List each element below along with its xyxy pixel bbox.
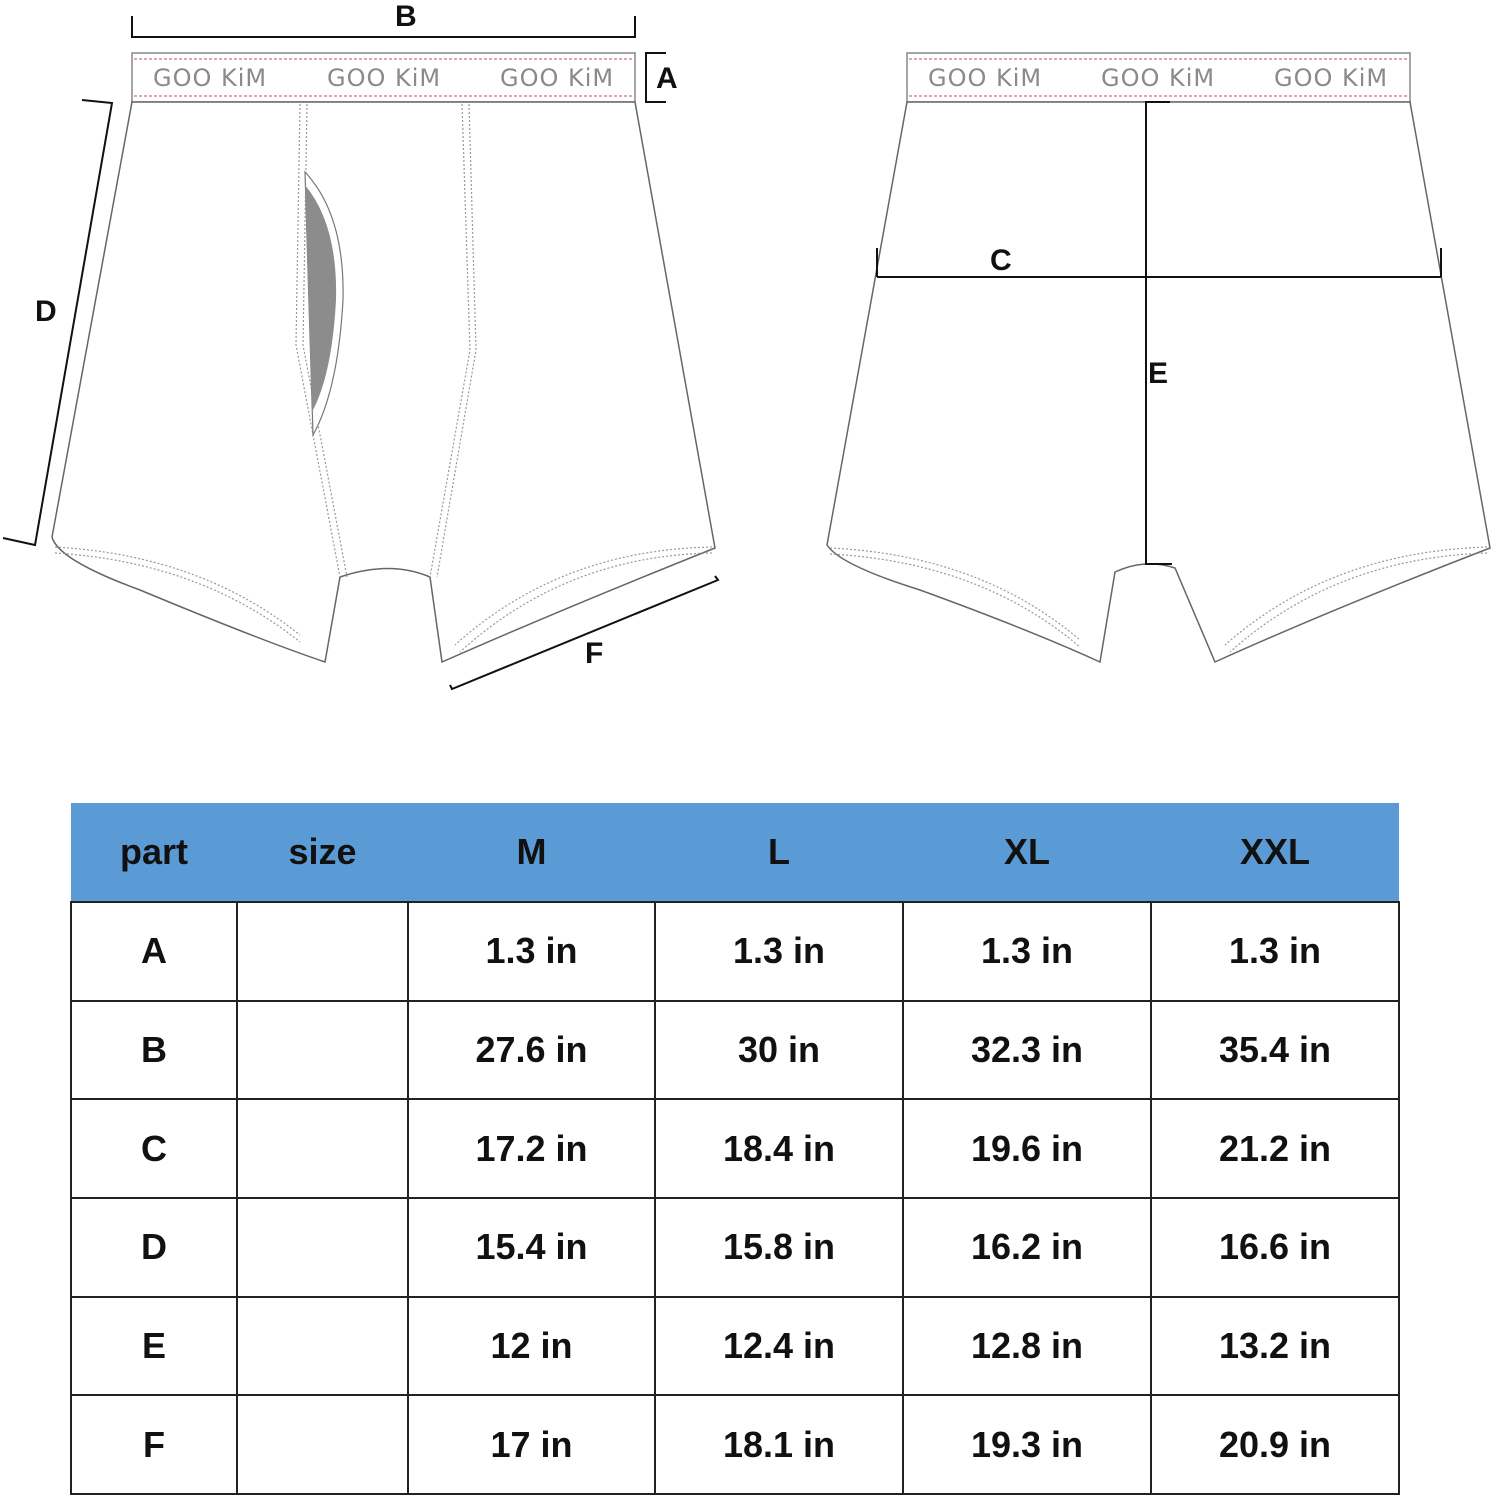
front-body-outline xyxy=(52,102,715,662)
table-row xyxy=(71,1001,1399,1100)
back-brand-3: GOO KiM xyxy=(1274,64,1389,92)
table-row xyxy=(71,1099,1399,1198)
cell-l: 18.4 in xyxy=(655,1099,903,1198)
cell-xxl: 20.9 in xyxy=(1151,1395,1399,1494)
row-part: E xyxy=(71,1297,237,1396)
cell-l: 30 in xyxy=(655,1001,903,1100)
cell-l: 18.1 in xyxy=(655,1395,903,1494)
table-row xyxy=(71,1198,1399,1297)
cell-m: 1.3 in xyxy=(408,902,655,1001)
cell-xl: 1.3 in xyxy=(903,902,1151,1001)
header-xxl: XXL xyxy=(1151,803,1399,902)
cell-xxl: 16.6 in xyxy=(1151,1198,1399,1297)
back-brand-1: GOO KiM xyxy=(928,64,1043,92)
cell-xl: 19.6 in xyxy=(903,1099,1151,1198)
table-row xyxy=(71,1297,1399,1396)
label-a: A xyxy=(656,62,678,95)
cell-xxl: 1.3 in xyxy=(1151,902,1399,1001)
header-m: M xyxy=(408,803,655,902)
size-chart-table xyxy=(70,803,1400,1495)
row-size xyxy=(237,1297,408,1396)
header-xl: XL xyxy=(903,803,1151,902)
cell-m: 17.2 in xyxy=(408,1099,655,1198)
label-e: E xyxy=(1148,357,1169,390)
label-d: D xyxy=(35,295,57,328)
row-size xyxy=(237,1001,408,1100)
front-brand-3: GOO KiM xyxy=(500,64,615,92)
cell-xl: 16.2 in xyxy=(903,1198,1151,1297)
cell-m: 12 in xyxy=(408,1297,655,1396)
header-l: L xyxy=(655,803,903,902)
header-part: part xyxy=(71,803,237,902)
back-brand-2: GOO KiM xyxy=(1101,64,1216,92)
front-view xyxy=(3,0,718,689)
front-brand-2: GOO KiM xyxy=(327,64,442,92)
row-part: D xyxy=(71,1198,237,1297)
row-size xyxy=(237,1198,408,1297)
dimension-b-line xyxy=(132,16,635,37)
cell-xl: 32.3 in xyxy=(903,1001,1151,1100)
cell-l: 1.3 in xyxy=(655,902,903,1001)
row-size xyxy=(237,1099,408,1198)
cell-l: 15.8 in xyxy=(655,1198,903,1297)
table-row xyxy=(71,1395,1399,1494)
cell-xl: 19.3 in xyxy=(903,1395,1151,1494)
cell-xxl: 21.2 in xyxy=(1151,1099,1399,1198)
cell-xl: 12.8 in xyxy=(903,1297,1151,1396)
cell-m: 15.4 in xyxy=(408,1198,655,1297)
table-row xyxy=(71,902,1399,1001)
label-f: F xyxy=(585,637,604,670)
label-c: C xyxy=(990,244,1012,277)
row-part: A xyxy=(71,902,237,1001)
header-size: size xyxy=(237,803,408,902)
row-part: B xyxy=(71,1001,237,1100)
row-size xyxy=(237,1395,408,1494)
cell-m: 27.6 in xyxy=(408,1001,655,1100)
table-header-row xyxy=(71,803,1399,902)
row-part: C xyxy=(71,1099,237,1198)
cell-xxl: 13.2 in xyxy=(1151,1297,1399,1396)
row-part: F xyxy=(71,1395,237,1494)
row-size xyxy=(237,902,408,1001)
back-view xyxy=(827,53,1490,662)
cell-xxl: 35.4 in xyxy=(1151,1001,1399,1100)
cell-m: 17 in xyxy=(408,1395,655,1494)
cell-l: 12.4 in xyxy=(655,1297,903,1396)
label-b: B xyxy=(395,0,417,33)
front-brand-1: GOO KiM xyxy=(153,64,268,92)
